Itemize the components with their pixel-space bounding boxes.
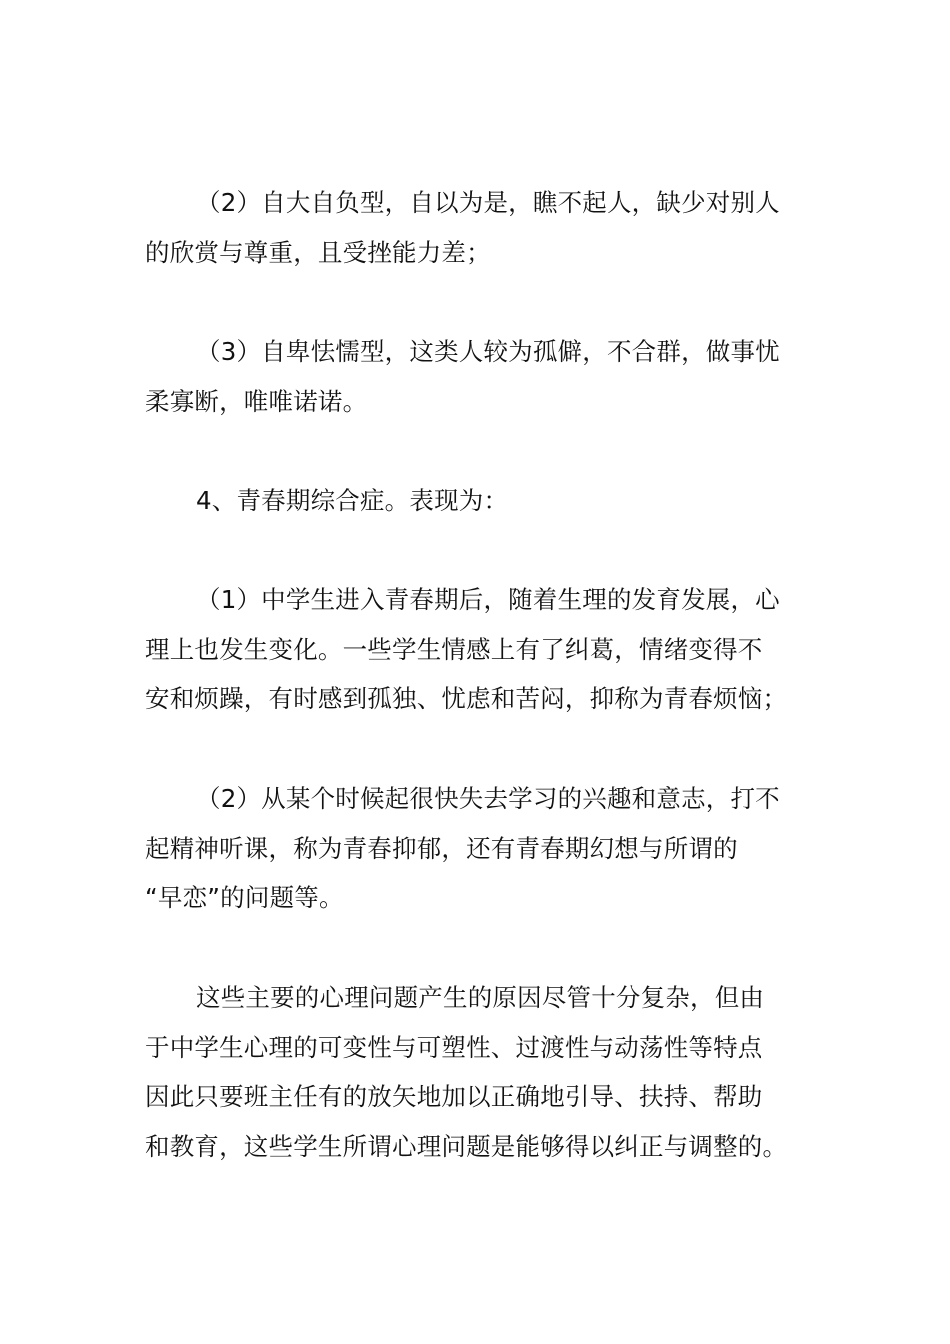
paragraph-line: 理上也发生变化。一些学生情感上有了纠葛，情绪变得不: [145, 634, 763, 664]
paragraph-line: 安和烦躁，有时感到孤独、忧虑和苦闷，抑称为青春烦恼；: [145, 684, 788, 714]
paragraph-line: 因此只要班主任有的放矢地加以正确地引导、扶持、帮助: [145, 1082, 763, 1112]
paragraph-line: 4、青春期综合症。表现为：: [196, 486, 509, 515]
paragraph-line: “早恋”的问题等。: [145, 883, 344, 913]
paragraph-line: 这些主要的心理问题产生的原因尽管十分复杂，但由: [196, 983, 765, 1012]
paragraph-line: （2）从某个时候起很快失去学习的兴趣和意志，打不: [196, 784, 780, 813]
paragraph-1: [145, 178, 810, 277]
paragraph-6: [145, 973, 810, 1171]
paragraph-line: （1）中学生进入青春期后，随着生理的发育发展，心: [196, 585, 780, 614]
paragraph-3-heading: [145, 476, 810, 526]
paragraph-2: [145, 327, 810, 426]
paragraph-4: [145, 575, 810, 724]
paragraph-line: 起精神听课，称为青春抑郁，还有青春期幻想与所谓的: [145, 833, 738, 863]
paragraph-line: （3）自卑怯懦型，这类人较为孤僻，不合群，做事忧: [196, 337, 780, 366]
paragraph-line: 的欣赏与尊重，且受挫能力差；: [145, 237, 491, 267]
paragraph-5: [145, 774, 810, 923]
paragraph-line: 于中学生心理的可变性与可塑性、过渡性与动荡性等特点: [145, 1032, 763, 1062]
paragraph-line: 和教育，这些学生所谓心理问题是能够得以纠正与调整的。: [145, 1131, 788, 1161]
paragraph-line: 柔寡断，唯唯诺诺。: [145, 386, 368, 416]
paragraph-line: （2）自大自负型，自以为是，瞧不起人，缺少对别人: [196, 188, 780, 217]
